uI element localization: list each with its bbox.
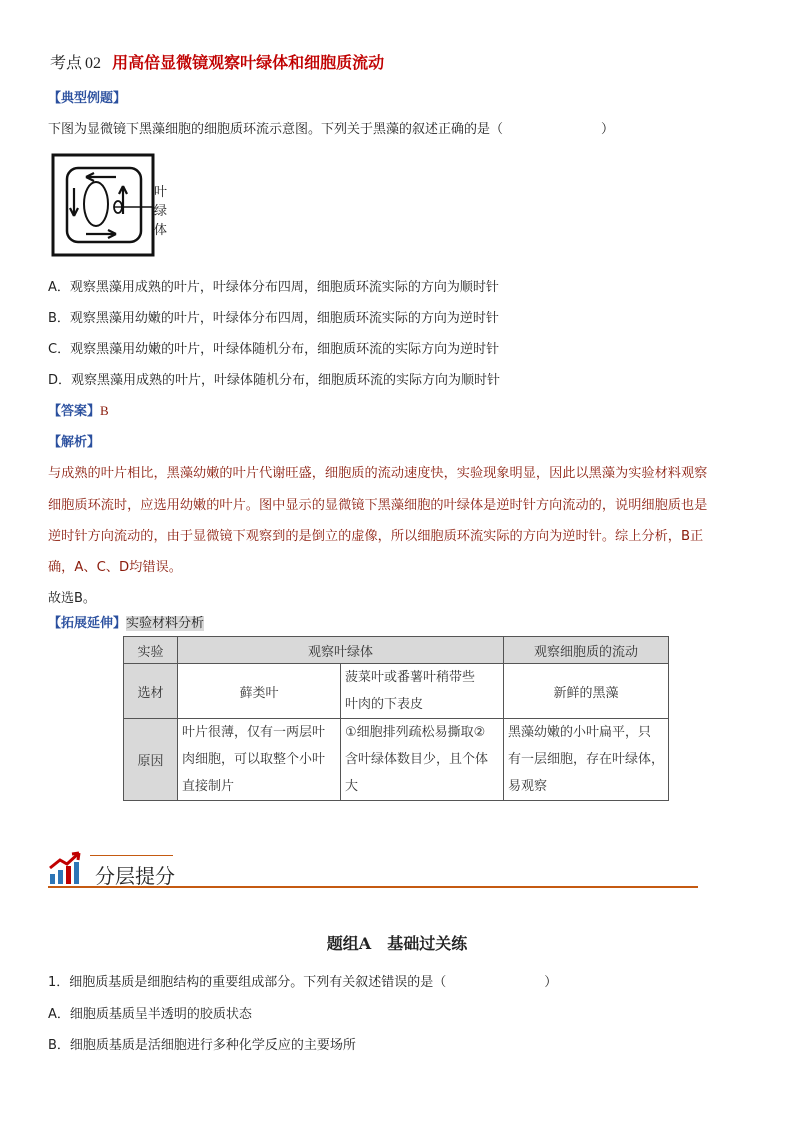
- answer-tag: 【答案】: [48, 404, 101, 419]
- label-char: 体: [154, 223, 168, 238]
- option-b: B．观察黑藻用幼嫩的叶片，叶绿体分布四周，细胞质环流实际的方向为逆时针: [48, 311, 499, 326]
- answer: [48, 400, 109, 419]
- cell-line: 大: [345, 779, 359, 794]
- cell-line: 直接制片: [182, 779, 235, 794]
- option-c: C．观察黑藻用幼嫩的叶片，叶绿体随机分布，细胞质环流的实际方向为逆时针: [48, 342, 500, 357]
- analysis-conclusion: 故选B。: [48, 591, 96, 606]
- q1-option-a: A．细胞质基质呈半透明的胶质状态: [48, 1007, 252, 1022]
- question-stem-end: ）: [601, 122, 615, 137]
- table-cell: [504, 719, 669, 801]
- table-cell: [178, 719, 341, 801]
- table-cell: 新鲜的黑藻: [504, 664, 669, 719]
- extension-subtitle: 实验材料分析: [126, 616, 205, 631]
- cell-line: 肉细胞，可以取整个小叶: [182, 752, 326, 767]
- material-analysis-table: [123, 636, 669, 801]
- analysis-tag: 【解析】: [48, 435, 101, 450]
- table-cell: [341, 664, 504, 719]
- table-row-label: 选材: [124, 664, 178, 719]
- analysis-line: 细胞质环流时，应选用幼嫩的叶片。图中显示的显微镜下黑藻细胞的叶绿体是逆时针方向流动的，说明细胞质也是: [48, 498, 708, 513]
- analysis-line: 确，A、C、D均错误。: [48, 560, 182, 575]
- q1-stem-end: ）: [544, 975, 558, 990]
- analysis-line: 逆时针方向流动的，由于显微镜下观察到的是倒立的虚像，所以细胞质环流实际的方向为逆时针。综上分析，B正: [48, 529, 704, 544]
- table-header-cell: 观察细胞质的流动: [504, 637, 669, 664]
- cell-line: 叶肉的下表皮: [345, 697, 424, 712]
- extension-heading: [48, 612, 204, 631]
- topic-heading: [50, 50, 384, 73]
- table-row: [124, 719, 669, 801]
- table-header-cell: 实验: [124, 637, 178, 664]
- section-underline: [48, 886, 698, 888]
- group-title: 题组A 基础过关练: [326, 934, 468, 953]
- label-char: 绿: [154, 204, 168, 219]
- label-char: 叶: [154, 185, 168, 200]
- vacuole: [84, 182, 108, 226]
- cell-wall-inner: [67, 168, 141, 242]
- cell-line: 有一层细胞，存在叶绿体，: [508, 752, 665, 767]
- chloroplast-label: [154, 183, 167, 240]
- table-row-label: 原因: [124, 719, 178, 801]
- table-header-cell: 观察叶绿体: [178, 637, 504, 664]
- table-row: [124, 664, 669, 719]
- topic-title: 用高倍显微镜观察叶绿体和细胞质流动: [112, 53, 385, 72]
- cell-line: 含叶绿体数目少，且个体: [345, 752, 489, 767]
- cell-line: 易观察: [508, 779, 548, 794]
- table-cell: 藓类叶: [178, 664, 341, 719]
- q1-stem: [48, 971, 557, 990]
- table-row: [124, 637, 669, 664]
- question-stem-text: 下图为显微镜下黑藻细胞的细胞质环流示意图。下列关于黑藻的叙述正确的是（: [48, 122, 504, 137]
- analysis-line: 与成熟的叶片相比，黑藻幼嫩的叶片代谢旺盛，细胞质的流动速度快，实验现象明显，因此以黑藻为实验材料观察: [48, 466, 708, 481]
- section-title-overline: [90, 855, 173, 856]
- table-cell: [341, 719, 504, 801]
- option-d: D．观察黑藻用成熟的叶片，叶绿体随机分布，细胞质环流的实际方向为顺时针: [48, 373, 501, 388]
- growth-chart-icon: [48, 850, 84, 886]
- cell-line: 菠菜叶或番薯叶稍带些: [345, 670, 476, 685]
- extension-tag: 【拓展延伸】: [48, 616, 127, 631]
- topic-number: 02: [85, 55, 102, 72]
- cell-line: 叶片很薄，仅有一两层叶: [182, 725, 326, 740]
- cell-line: 黑藻幼嫩的小叶扁平，只: [508, 725, 652, 740]
- cell-line: ①细胞排列疏松易撕取②: [345, 725, 486, 740]
- section-title: 分层提分: [95, 864, 175, 888]
- q1-stem-text: 1．细胞质基质是细胞结构的重要组成部分。下列有关叙述错误的是（: [48, 975, 447, 990]
- option-a: A．观察黑藻用成熟的叶片，叶绿体分布四周，细胞质环流实际的方向为顺时针: [48, 280, 499, 295]
- question-stem: [48, 118, 614, 137]
- answer-value: B: [100, 403, 109, 418]
- q1-option-b: B．细胞质基质是活细胞进行多种化学反应的主要场所: [48, 1038, 356, 1053]
- example-tag: 【典型例题】: [48, 91, 127, 106]
- section-header: [48, 850, 698, 890]
- topic-prefix: 考点: [50, 53, 83, 72]
